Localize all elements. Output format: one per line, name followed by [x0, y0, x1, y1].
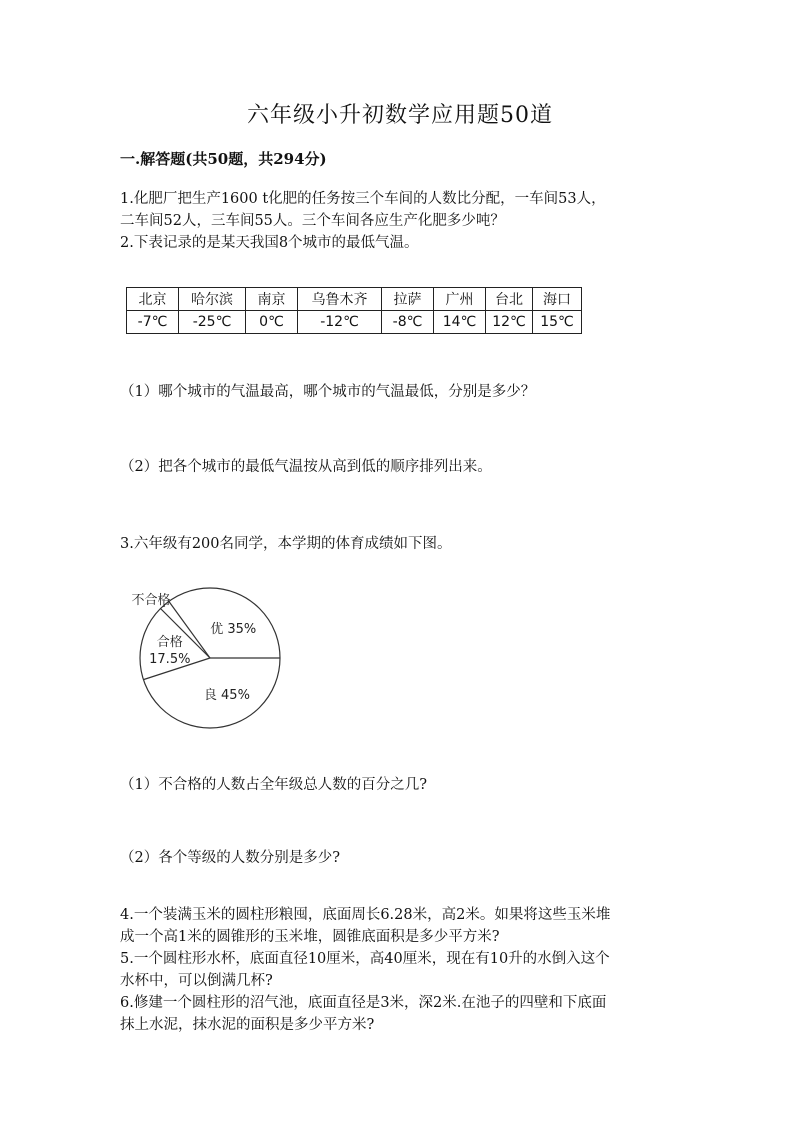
- temp-cell: 14℃: [434, 311, 486, 334]
- section-heading: 一.解答题(共50题，共294分): [120, 150, 327, 168]
- q2-sub2: （2）把各个城市的最低气温按从高到低的顺序排列出来。: [120, 459, 492, 475]
- page-title: 六年级小升初数学应用题50道: [247, 103, 553, 128]
- city-cell: 北京: [127, 288, 179, 311]
- temp-cell: 12℃: [486, 311, 533, 334]
- pie-label-pass-value: 17.5%: [149, 651, 191, 667]
- q5-line2: 水杯中，可以倒满几杯?: [120, 973, 273, 989]
- q1-line1: 1.化肥厂把生产1600 t化肥的任务按三个车间的人数比分配，一车间53人，: [120, 191, 606, 207]
- temp-cell: 0℃: [246, 311, 298, 334]
- pie-label-pass: 合格: [156, 634, 183, 650]
- city-cell: 南京: [246, 288, 298, 311]
- q4-line1: 4.一个装满玉米的圆柱形粮囤，底面周长6.28米，高2米。如果将这些玉米堆: [120, 907, 611, 923]
- pie-chart: [125, 586, 295, 736]
- temperature-table: [126, 287, 582, 334]
- q3-intro: 3.六年级有200名同学，本学期的体育成绩如下图。: [120, 536, 452, 552]
- temp-cell: -7℃: [127, 311, 179, 334]
- q2-sub1: （1）哪个城市的气温最高，哪个城市的气温最低，分别是多少？: [120, 384, 536, 400]
- q1-line2: 二车间52人，三车间55人。三个车间各应生产化肥多少吨？: [120, 213, 505, 229]
- temp-cell: -12℃: [298, 311, 382, 334]
- pie-label-excellent: 优 35%: [210, 622, 257, 638]
- pie-slice-boundary: [161, 609, 210, 658]
- q6-line2: 抹上水泥，抹水泥的面积是多少平方米?: [120, 1017, 375, 1033]
- city-cell: 拉萨: [382, 288, 434, 311]
- q3-sub2: （2）各个等级的人数分别是多少?: [120, 850, 340, 866]
- temp-cell: -25℃: [179, 311, 246, 334]
- q3-sub1: （1）不合格的人数占全年级总人数的百分之几?: [120, 777, 427, 793]
- q5-line1: 5.一个圆柱形水杯，底面直径10厘米，高40厘米，现在有10升的水倒入这个: [120, 951, 610, 967]
- q6-line1: 6.修建一个圆柱形的沼气池，底面直径是3米，深2米.在池子的四壁和下底面: [120, 995, 607, 1011]
- pie-label-good: 良 45%: [203, 688, 250, 704]
- pie-label-fail: 不合格: [131, 593, 171, 608]
- q2-intro: 2.下表记录的是某天我国8个城市的最低气温。: [120, 235, 419, 251]
- temp-row: [127, 311, 582, 334]
- city-cell: 广州: [434, 288, 486, 311]
- city-cell: 海口: [533, 288, 582, 311]
- q4-line2: 成一个高1米的圆锥形的玉米堆，圆锥底面积是多少平方米?: [120, 929, 500, 945]
- city-cell: 台北: [486, 288, 533, 311]
- city-cell: 哈尔滨: [179, 288, 246, 311]
- temp-cell: 15℃: [533, 311, 582, 334]
- city-row: [127, 288, 582, 311]
- city-cell: 乌鲁木齐: [298, 288, 382, 311]
- temp-cell: -8℃: [382, 311, 434, 334]
